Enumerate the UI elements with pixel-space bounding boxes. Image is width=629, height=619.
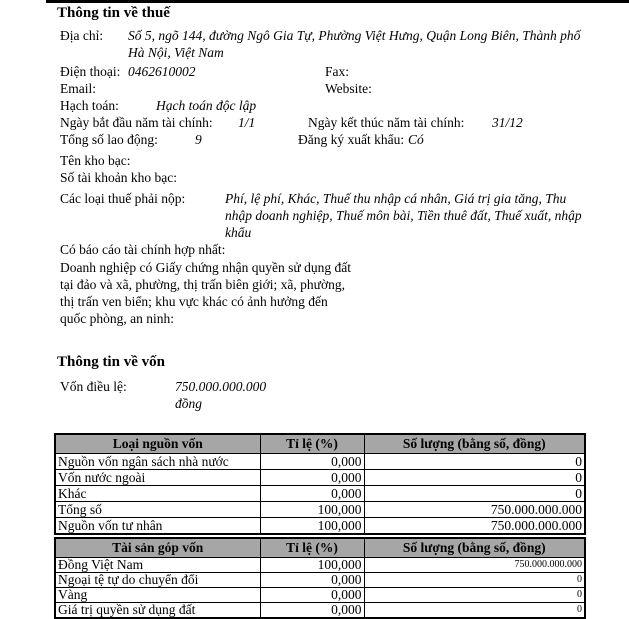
cell-amount: 0	[364, 588, 585, 603]
charter-capital-unit: đồng	[175, 396, 202, 411]
table-row	[55, 518, 585, 535]
table-row	[55, 558, 585, 573]
export-label: Đăng ký xuất khẩu:	[298, 132, 405, 147]
fiscal-end-label: Ngày kết thúc năm tài chính:	[308, 115, 465, 130]
cell-percent: 100,000	[260, 502, 364, 518]
table-row	[55, 486, 585, 502]
table-row	[55, 603, 585, 619]
table-header-row	[55, 538, 585, 558]
cell-amount: 750.000.000.000	[364, 558, 585, 573]
cell-source: Nguồn vốn ngân sách nhà nước	[55, 454, 260, 470]
cell-asset: Đồng Việt Nam	[55, 558, 260, 573]
col-header-percent: Tỉ lệ (%)	[260, 434, 364, 454]
col-header-source-type: Loại nguồn vốn	[55, 434, 260, 454]
fiscal-start-value: 1/1	[238, 115, 256, 130]
cell-amount: 0	[364, 573, 585, 588]
treasury-name-label: Tên kho bạc:	[60, 153, 131, 168]
cell-percent: 0,000	[260, 603, 364, 619]
fiscal-start-label: Ngày bắt đầu năm tài chính:	[60, 115, 213, 130]
col-header-amount: Số lượng (bằng số, đồng)	[364, 538, 585, 558]
address-value: Số 5, ngõ 144, đường Ngô Gia Tự, Phường Việt Hưng, Quận Long Biên, Thành phố Hà Nội, Việt Nam	[128, 28, 581, 60]
employees-label: Tổng số lao động:	[60, 132, 158, 147]
export-value: Có	[408, 132, 424, 147]
cell-source: Tổng số	[55, 502, 260, 518]
fax-label: Fax:	[325, 64, 350, 79]
cell-asset: Giá trị quyền sử dụng đất	[55, 603, 260, 619]
table-row	[55, 454, 585, 470]
treasury-account-label: Số tài khoản kho bạc:	[60, 170, 177, 185]
charter-capital-value: 750.000.000.000	[175, 379, 267, 394]
tax-types-value: Phí, lệ phí, Khác, Thuế thu nhập cá nhân, Giá trị gia tăng, Thu nhập doanh nghiệp, Thuế môn bài, Tiền thuê đất, Thuế xuất, nhập khẩu	[225, 191, 582, 240]
cell-amount: 0	[364, 454, 585, 470]
cell-asset: Vàng	[55, 588, 260, 603]
cell-amount: 0	[364, 470, 585, 486]
contributed-assets-table	[54, 537, 586, 619]
cell-percent: 100,000	[260, 558, 364, 573]
accounting-label: Hạch toán:	[60, 98, 119, 113]
cell-asset: Ngoại tệ tự do chuyển đổi	[55, 573, 260, 588]
col-header-percent: Tỉ lệ (%)	[260, 538, 364, 558]
phone-value: 0462610002	[128, 64, 196, 79]
table-row	[55, 573, 585, 588]
table-row	[55, 588, 585, 603]
email-label: Email:	[60, 81, 96, 96]
address-label: Địa chỉ:	[60, 28, 104, 43]
accounting-value: Hạch toán độc lập	[156, 98, 257, 113]
cell-amount: 0	[364, 486, 585, 502]
cell-percent: 0,000	[260, 486, 364, 502]
table-row	[55, 470, 585, 486]
cell-percent: 0,000	[260, 573, 364, 588]
cell-source: Khác	[55, 486, 260, 502]
cell-source: Vốn nước ngoài	[55, 470, 260, 486]
table-row	[55, 502, 585, 518]
cell-percent: 0,000	[260, 470, 364, 486]
land-certificate-note: Doanh nghiệp có Giấy chứng nhận quyền sử dụng đất tại đảo và xã, phường, thị trấn biên giới; xã, phường, thị trấn ven biển; khu vực khác có ảnh hưởng đến quốc phòng, an ninh:	[60, 260, 351, 326]
tax-types-label: Các loại thuế phải nộp:	[60, 191, 186, 206]
section-title-tax: Thông tin về thuế	[57, 5, 170, 21]
cell-amount: 0	[364, 603, 585, 619]
table-header-row	[55, 434, 585, 454]
cell-source: Nguồn vốn tư nhân	[55, 518, 260, 535]
cell-percent: 0,000	[260, 588, 364, 603]
col-header-amount: Số lượng (bằng số, đồng)	[364, 434, 585, 454]
website-label: Website:	[325, 81, 372, 96]
cell-percent: 100,000	[260, 518, 364, 535]
cell-amount: 750.000.000.000	[364, 502, 585, 518]
section-title-capital: Thông tin về vốn	[57, 354, 165, 370]
cell-amount: 750.000.000.000	[364, 518, 585, 535]
phone-label: Điện thoại:	[60, 64, 121, 79]
charter-capital-label: Vốn điều lệ:	[60, 379, 127, 394]
top-rule	[46, 0, 629, 3]
employees-value: 9	[195, 132, 202, 147]
fiscal-end-value: 31/12	[492, 115, 523, 130]
cell-percent: 0,000	[260, 454, 364, 470]
capital-source-table	[54, 433, 586, 535]
consolidated-label: Có báo cáo tài chính hợp nhất:	[60, 242, 226, 257]
col-header-asset-type: Tài sản góp vốn	[55, 538, 260, 558]
